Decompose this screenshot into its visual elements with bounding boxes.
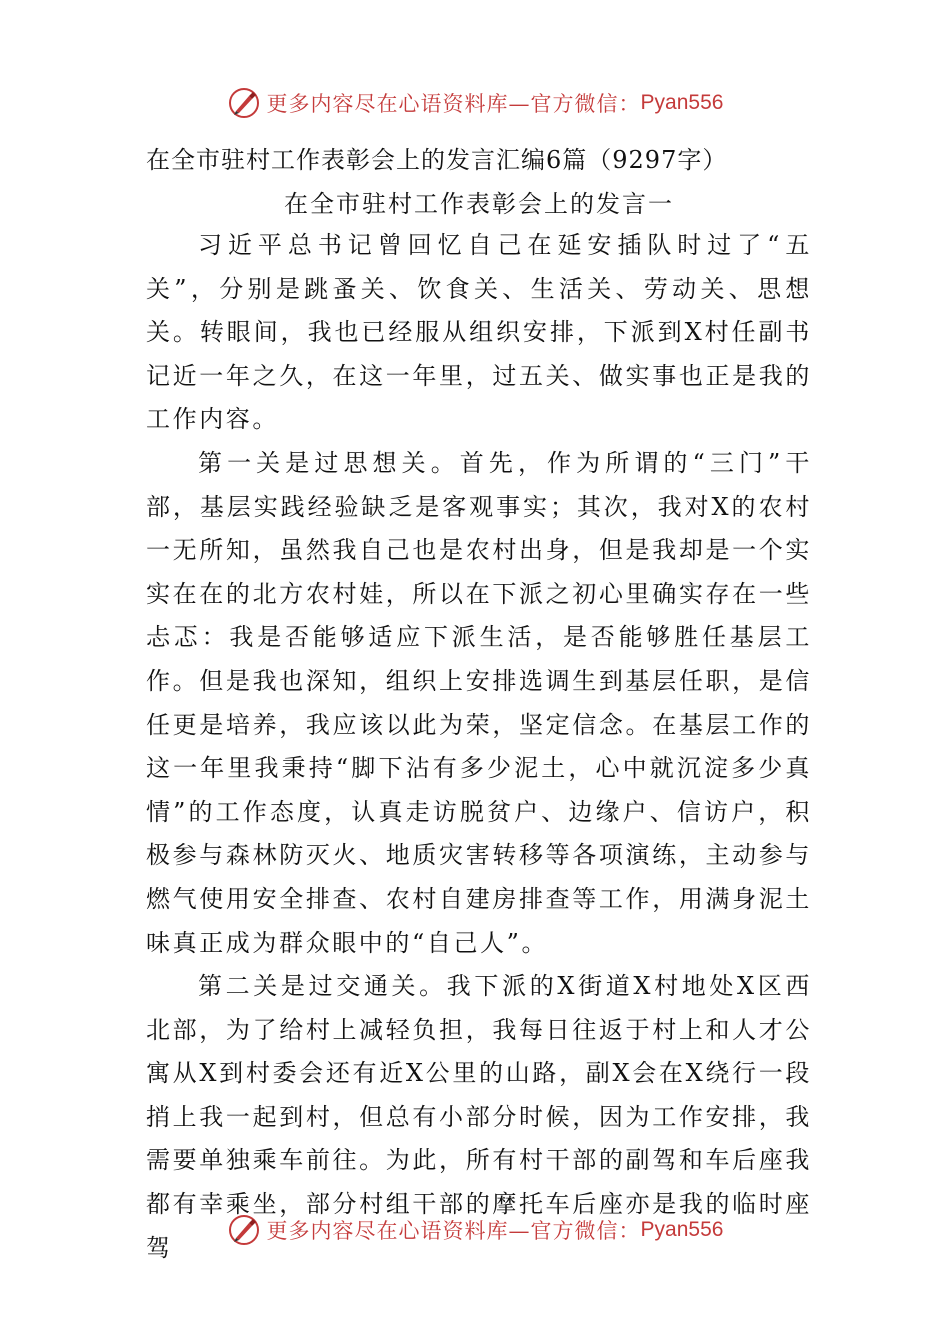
pen-logo-icon <box>227 1213 261 1247</box>
paragraph: 第二关是过交通关。我下派的X街道X村地处X区西北部，为了给村上减轻负担，我每日往返于村上和人才公寓从X到村委会还有近X公里的山路，副X会在X绕行一段捎上我一起到村，但总有小部分时候，因为工作安排，我需要单独乘车前往。为此，所有村干部的副驾和车后座我都有幸乘坐，部分村组干部的摩托车后座亦是我的临时座驾 <box>146 972 812 1262</box>
paragraph: 习近平总书记曾回忆自己在延安插队时过了“五关”，分别是跳蚤关、饮食关、生活关、劳动关、思想关。转眼间，我也已经服从组织安排，下派到X村任副书记近一年之久，在这一年里，过五关、做实事也正是我的工作内容。 <box>146 231 812 434</box>
banner-wechat-handle: Pyan556 <box>640 1218 724 1241</box>
banner-wechat-handle: Pyan556 <box>640 91 724 114</box>
pen-logo-icon <box>227 86 261 120</box>
document-title: 在全市驻村工作表彰会上的发言一 <box>284 190 674 218</box>
document-heading: 在全市驻村工作表彰会上的发言汇编6篇（9297字） <box>146 146 728 174</box>
document-body <box>146 140 812 1270</box>
paragraph: 第一关是过思想关。首先，作为所谓的“三门”干部，基层实践经验缺乏是客观事实；其次，我对X的农村一无所知，虽然我自己也是农村出身，但是我却是一个实实在在的北方农村娃，所以在下派之初心里确实存在一些忐忑：我是否能够适应下派生活，是否能够胜任基层工作。但是我也深知，组织上安排选调生到基层任职，是信任更是培养，我应该以此为荣，坚定信念。在基层工作的这一年里我秉持“脚下沾有多少泥土，心中就沉淀多少真情”的工作态度，认真走访脱贫户、边缘户、信访户，积极参与森林防灭火、地质灾害转移等各项演练，主动参与燃气使用安全排查、农村自建房排查等工作，用满身泥土味真正成为群众眼中的“自己人”。 <box>146 448 812 957</box>
header-banner <box>0 83 950 123</box>
banner-text: 更多内容尽在心语资料库—官方微信： <box>266 92 641 116</box>
footer-banner <box>0 1210 950 1250</box>
banner-text: 更多内容尽在心语资料库—官方微信： <box>266 1219 641 1243</box>
